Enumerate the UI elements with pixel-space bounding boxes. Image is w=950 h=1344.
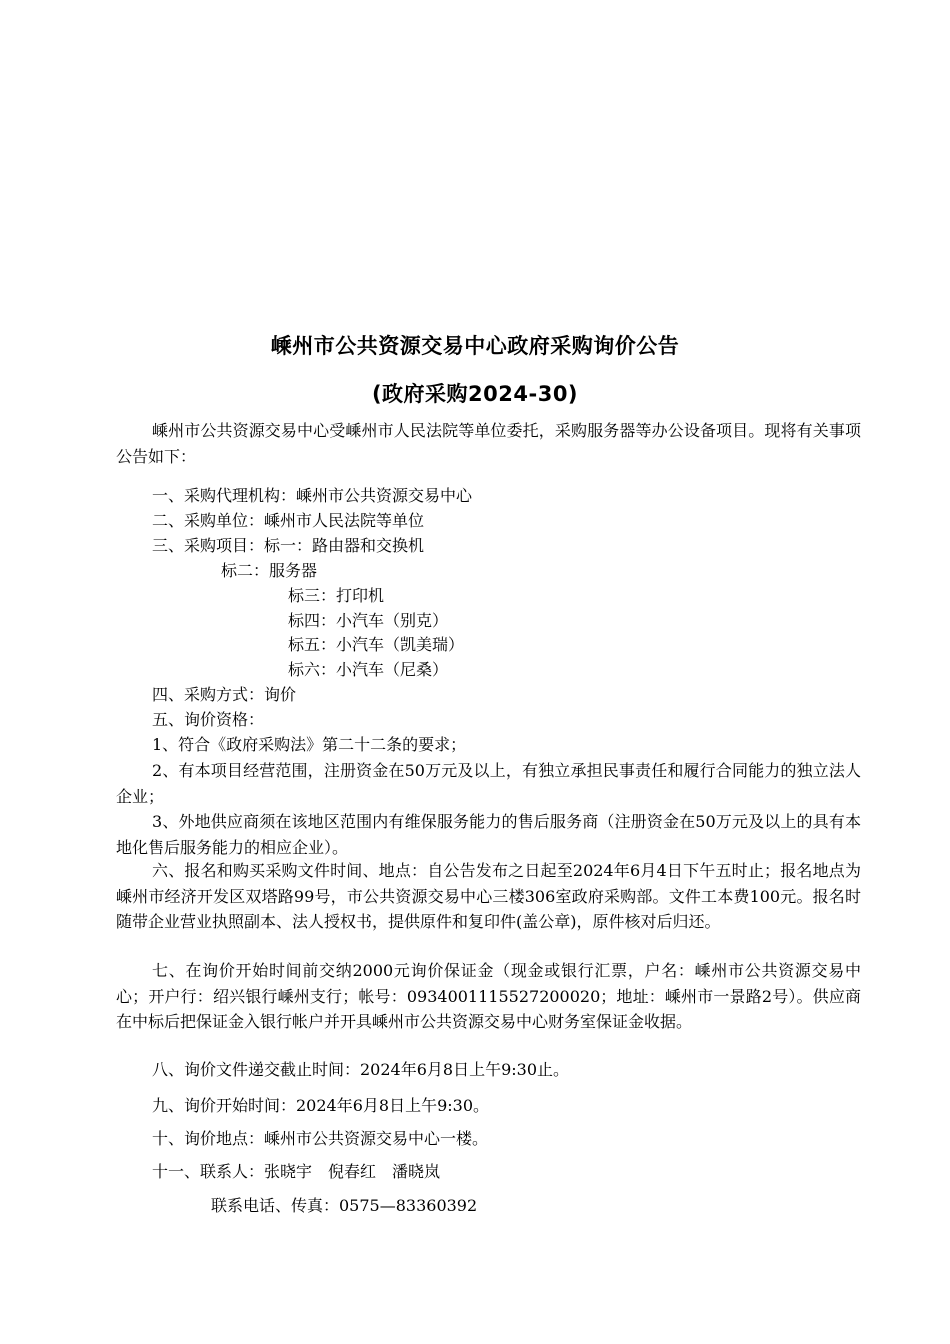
lot-3: 标三：打印机 (288, 586, 385, 605)
document-subtitle: (政府采购2024-30) (371, 382, 579, 406)
item-registration: 六、报名和购买采购文件时间、地点：自公告发布之日起至2024年6月4日下午五时止；报名地点为嵊州市经济开发区双塔路99号，市公共资源交易中心三楼306室政府采购部。文件工本费100元。报名时随带企业营业执照副本、法人授权书，提供原件和复印件(盖公章)，原件核对后归还。 (116, 861, 861, 932)
document-title: 嵊州市公共资源交易中心政府采购询价公告 (270, 334, 680, 358)
item-qualification: 五、询价资格： (152, 710, 265, 729)
item-agency: 一、采购代理机构：嵊州市公共资源交易中心 (152, 486, 473, 505)
contact-phone: 联系电话、传真：0575—83360392 (211, 1196, 478, 1215)
lot-2: 标二：服务器 (221, 561, 318, 580)
item-deadline: 八、询价文件递交截止时间：2024年6月8日上午9:30止。 (152, 1060, 570, 1079)
item-project: 三、采购项目：标一：路由器和交换机 (152, 536, 425, 555)
item-purchaser: 二、采购单位：嵊州市人民法院等单位 (152, 511, 425, 530)
intro-paragraph: 嵊州市公共资源交易中心受嵊州市人民法院等单位委托，采购服务器等办公设备项目。现将有关事项公告如下： (116, 421, 861, 466)
item-method: 四、采购方式：询价 (152, 685, 297, 704)
item-contacts: 十一、联系人：张晓宇 倪春红 潘晓岚 (152, 1162, 441, 1181)
lot-5: 标五：小汽车（凯美瑞） (288, 635, 465, 654)
item-deposit: 七、在询价开始时间前交纳2000元询价保证金（现金或银行汇票，户名：嵊州市公共资源交易中心；开户行：绍兴银行嵊州支行；帐号：0934001115527200020；地址：嵊州市一景路2号）。供应商在中标后把保证金入银行帐户并开具嵊州市公共资源交易中心财务室保证金收据。 (116, 961, 861, 1032)
qualification-2: 2、有本项目经营范围，注册资金在50万元及以上，有独立承担民事责任和履行合同能力的独立法人企业； (116, 761, 861, 806)
item-location: 十、询价地点：嵊州市公共资源交易中心一楼。 (152, 1129, 489, 1148)
lot-6: 标六：小汽车（尼桑） (288, 660, 449, 679)
qualification-1: 1、符合《政府采购法》第二十二条的要求； (152, 735, 467, 754)
qualification-3: 3、外地供应商须在该地区范围内有维保服务能力的售后服务商（注册资金在50万元及以上的具有本地化售后服务能力的相应企业）。 (116, 812, 861, 857)
item-start-time: 九、询价开始时间：2024年6月8日上午9:30。 (152, 1096, 490, 1115)
lot-4: 标四：小汽车（别克） (288, 611, 449, 630)
